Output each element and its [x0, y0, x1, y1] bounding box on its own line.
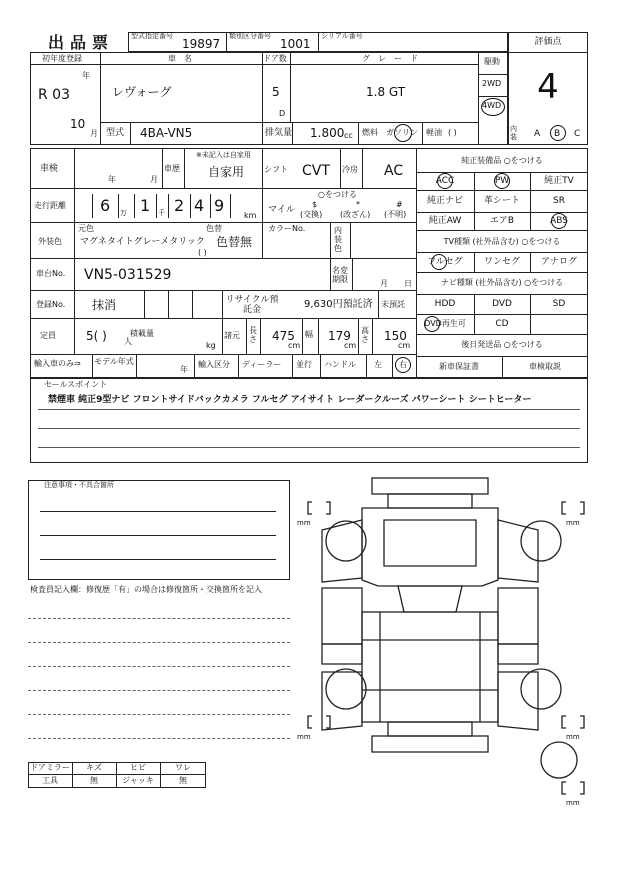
form-title: 出品票 [48, 33, 115, 52]
mileage-altered[interactable]: (改ざん) [340, 210, 371, 219]
capacity-value: 5( ) [86, 329, 107, 343]
drive-2wd[interactable]: 2WD [482, 79, 502, 88]
car-name-value: レヴォーグ [112, 85, 172, 99]
equip-leather[interactable]: 革シート [483, 196, 520, 206]
car-name-label: 車名 [168, 54, 200, 63]
rating-label: 評価点 [534, 37, 562, 47]
type-label: 型式 [106, 128, 125, 138]
inspector-label: 検査員記入欄：修復歴「有」の場合は修復箇所・交換箇所を記入 [30, 585, 262, 594]
registration-value: 抹消 [92, 298, 117, 312]
mm-spare: mm [566, 799, 580, 807]
model-spec-value: 19897 [182, 37, 221, 51]
navi-header: ナビ種類 (社外品含む) ○をつける [440, 278, 564, 287]
color-label: 外装色 [38, 237, 62, 246]
type-value: 4BA-VN5 [140, 126, 193, 140]
length-label: 長さ [249, 326, 257, 344]
interior-color-label: 内装色 [334, 226, 342, 253]
parallel-option[interactable]: 並行 [296, 360, 312, 369]
paint-value: 色替無 [216, 235, 253, 249]
dealer-option[interactable]: ディーラー [242, 360, 282, 369]
interior-a[interactable]: A [534, 129, 541, 139]
capacity-label: 定員 [40, 331, 56, 340]
doors-value: 5 [272, 85, 280, 99]
tv-analog[interactable]: アナログ [540, 257, 577, 267]
grade-label: グレード [362, 54, 426, 63]
mm-front-left: mm [297, 519, 311, 527]
first-reg-era: R 03 [38, 87, 70, 103]
tv-oneseg[interactable]: ワンセグ [483, 257, 520, 267]
serial-label: シリアル番号 [321, 32, 363, 40]
import-only-label: 輸入車のみ⇒ [34, 359, 81, 368]
length-value: 475 [272, 329, 295, 343]
mileage-unknown[interactable]: (不明) [384, 210, 407, 219]
equip-airbag[interactable]: エアB [489, 216, 515, 226]
later-header: 後日発送品 ○をつける [461, 340, 543, 349]
drive-label: 駆動 [484, 57, 500, 66]
inspection-label: 車検 [40, 164, 59, 174]
navi-dvd-play[interactable]: DVD再生可 [424, 319, 466, 328]
tv-header: TV種類 (社外品含む) ○をつける [443, 237, 561, 246]
class-value: 1001 [280, 37, 311, 51]
interior-c[interactable]: C [574, 129, 581, 139]
navi-hdd[interactable]: HDD [434, 299, 456, 309]
model-year-label: モデル年式 [94, 357, 134, 366]
mileage-digit-1: 6 [100, 196, 111, 215]
first-reg-label: 初年度登録 [42, 54, 82, 63]
equip-header: 純正装備品 ○をつける [461, 156, 543, 165]
navi-sd[interactable]: SD [552, 299, 566, 309]
class-label: 類別区分番号 [229, 32, 271, 40]
handle-right[interactable]: 右 [399, 360, 407, 369]
chassis-label: 車台No. [36, 269, 66, 278]
shift-value: CVT [302, 163, 330, 179]
name-change-label: 名変期限 [332, 266, 348, 284]
navi-cd[interactable]: CD [495, 319, 509, 329]
mm-rear-left: mm [297, 733, 311, 741]
mile-label[interactable]: マイル [268, 205, 295, 215]
caution-label: 注意事項・不具合箇所 [44, 481, 114, 489]
handle-left[interactable]: 左 [374, 360, 382, 369]
sales-point-label: セールスポイント [44, 380, 108, 389]
fuel-circle [394, 124, 412, 142]
history-value: 自家用 [208, 165, 245, 179]
equip-ac[interactable]: ACC [435, 176, 455, 186]
width-value: 179 [328, 329, 351, 343]
later-warranty[interactable]: 新車保証書 [439, 362, 479, 371]
dims-label: 諸元 [224, 331, 240, 340]
color-no-label: カラーNo. [268, 224, 306, 233]
caution-box [28, 480, 290, 580]
shift-label: シフト [264, 165, 288, 174]
import-class-label: 輸入区分 [198, 360, 230, 369]
displacement-label: 排気量 [265, 128, 293, 138]
interior-b[interactable]: B [554, 129, 561, 139]
sales-point-box [30, 378, 588, 463]
equip-abs[interactable]: ABS [550, 216, 568, 226]
drive-4wd[interactable]: 4WD [482, 101, 502, 110]
recycle-unpaid[interactable]: 未預託 [381, 300, 405, 309]
model-spec-label: 型式指定番号 [131, 32, 173, 40]
load-label: 積載量 [130, 329, 154, 338]
sales-point-text: 禁煙車 純正9型ナビ フロントサイドバックカメラ フルセグ アイサイト レーダークルーズ パワーシート シートヒーター [48, 395, 532, 405]
fuel-value[interactable]: ガソリン [386, 128, 418, 137]
mileage-exchange[interactable]: (交換) [300, 210, 323, 219]
equip-sr[interactable]: SR [553, 196, 565, 206]
navi-dvd[interactable]: DVD [492, 299, 512, 309]
equip-tv[interactable]: 純正TV [544, 176, 574, 186]
later-manual[interactable]: 車検取説 [529, 362, 561, 371]
mileage-label: 走行距離 [34, 201, 66, 210]
cooling-value: AC [384, 163, 404, 179]
mileage-digit-2: 1 [140, 196, 151, 215]
tv-fullseg[interactable]: フルセグ [427, 257, 463, 267]
first-reg-month: 10 [70, 117, 86, 131]
handle-right-circle [395, 357, 411, 373]
equip-pw[interactable]: PW [494, 176, 510, 186]
mm-rear-right: mm [566, 733, 580, 741]
doors-label: ドア数 [263, 54, 287, 63]
history-label: 車歴 [164, 164, 180, 173]
drive-4wd-circle [481, 98, 505, 116]
cooling-label: 冷房 [342, 165, 358, 174]
grade-value: 1.8 GT [366, 85, 406, 99]
mileage-digit-3: 2 [174, 196, 185, 215]
equip-navi[interactable]: 純正ナビ [426, 196, 463, 206]
registration-label: 登録No. [36, 300, 66, 309]
mm-front-right: mm [566, 519, 580, 527]
original-color-value: マグネタイトグレーメタリック [80, 237, 205, 247]
recycle-label: リサイクル預託金 [225, 295, 279, 315]
interior-label: 内装 [510, 125, 517, 141]
fuel-label: 燃料 [362, 128, 378, 137]
width-label: 幅 [305, 330, 313, 339]
chassis-value: VN5-031529 [84, 267, 172, 283]
recycle-value: 9,630円預託済 [304, 299, 373, 310]
equip-aw[interactable]: 純正AW [428, 216, 462, 226]
handle-label: ハンドル [324, 360, 356, 369]
height-label: 高さ [361, 326, 369, 344]
mileage-digit-4: 4 [194, 196, 205, 215]
height-value: 150 [384, 329, 407, 343]
light-oil-label: 軽油 [426, 128, 442, 137]
interior-b-circle [550, 125, 566, 141]
rating-value: 4 [537, 67, 559, 107]
mileage-digit-5: 9 [214, 196, 225, 215]
displacement-value: 1.800 [310, 126, 345, 140]
